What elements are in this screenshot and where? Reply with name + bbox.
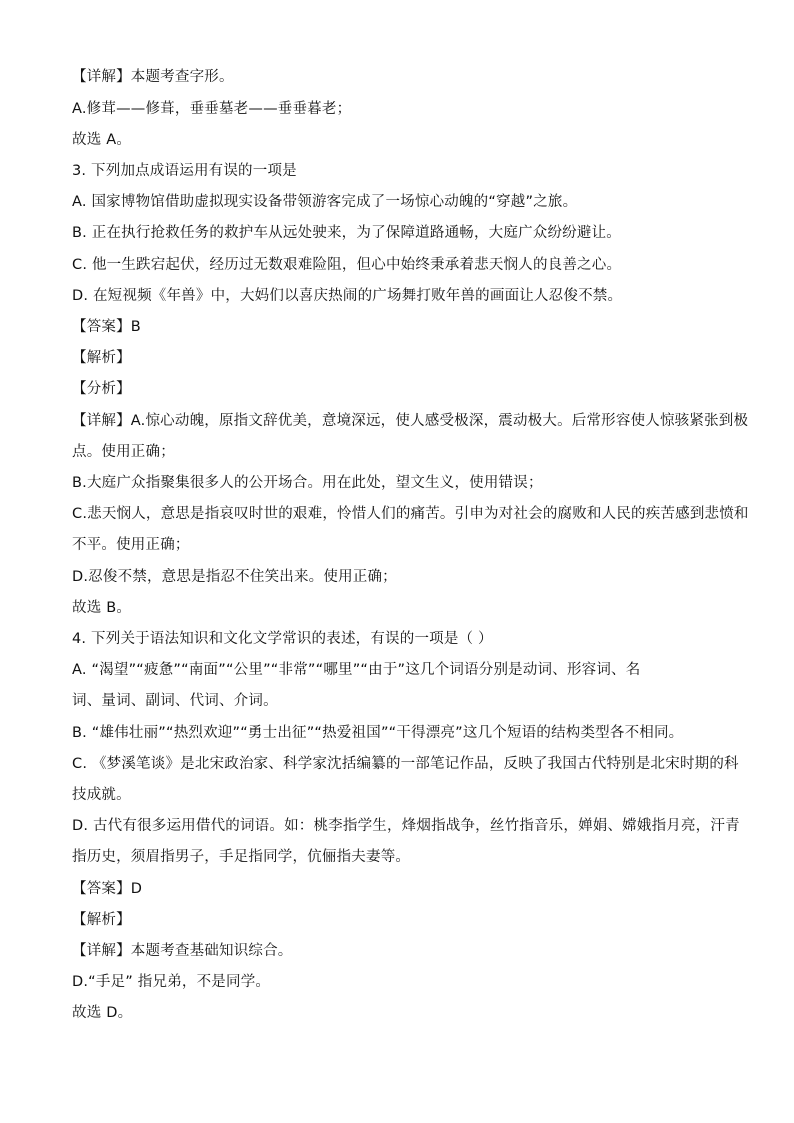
option-a: A. 国家博物馆借助虚拟现实设备带领游客完成了一场惊心动魄的“穿越”之旅。 (72, 194, 578, 210)
option-a: A. “渴望”“疲惫”“南面”“公里”“非常”“哪里”“由于”这几个词语分别是动词、形容词、名 (72, 662, 641, 678)
text-line: 【详解】A.惊心动魄，原指文辞优美，意境深远，使人感受极深，震动极大。后常形容使人惊骇紧张到极 (72, 413, 749, 429)
option-d: D. 在短视频《年兽》中，大妈们以喜庆热闹的广场舞打败年兽的画面让人忍俊不禁。 (72, 288, 623, 304)
option-c: C. 《梦溪笔谈》是北宋政治家、科学家沈括编纂的一部笔记作品，反映了我国古代特别是北宋时期的科 (72, 756, 739, 772)
option-b: B. “雄伟壮丽”“热烈欢迎”“勇士出征”“热爱祖国”“干得漂亮”这几个短语的结构类型各不相同。 (72, 725, 684, 741)
answer-label: 【答案】B (72, 319, 141, 335)
text-line: 故选 D。 (72, 1005, 133, 1021)
text-line: 技成就。 (72, 787, 131, 803)
text-line: C.悲天悯人，意思是指哀叹时世的艰难，怜惜人们的痛苦。引申为对社会的腐败和人民的疾苦感到悲愤和 (72, 506, 749, 522)
question-title: 3. 下列加点成语运用有误的一项是 (72, 163, 297, 179)
text-line: 【详解】本题考查基础知识综合。 (72, 943, 293, 959)
text-line: 故选 A。 (72, 132, 132, 148)
option-c: C. 他一生跌宕起伏，经历过无数艰难险阻，但心中始终秉承着悲天悯人的良善之心。 (72, 257, 622, 273)
analysis-label: 【解析】 (72, 912, 131, 928)
text-line: D.“手足” 指兄弟，不是同学。 (72, 974, 271, 990)
text-line: 故选 B。 (72, 600, 132, 616)
analysis-label: 【解析】 (72, 350, 131, 366)
text-line: 词、量词、副词、代词、介词。 (72, 693, 278, 709)
question-title: 4. 下列关于语法知识和文化文学常识的表述，有误的一项是（ ） (72, 631, 493, 647)
analysis-sub-label: 【分析】 (72, 381, 131, 397)
text-line: 不平。使用正确； (72, 537, 190, 553)
text-line: B.大庭广众指聚集很多人的公开场合。用在此处，望文生义，使用错误； (72, 475, 543, 491)
text-line: D.忍俊不禁，意思是指忍不住笑出来。使用正确； (72, 569, 397, 585)
text-line: 指历史，须眉指男子，手足指同学，伉俪指夫妻等。 (72, 849, 411, 865)
answer-label: 【答案】D (72, 881, 143, 897)
text-line: 【详解】本题考查字形。 (72, 69, 234, 85)
option-b: B. 正在执行抢救任务的救护车从远处驶来，为了保障道路通畅，大庭广众纷纷避让。 (72, 225, 621, 241)
text-line: A.修茸——修葺，垂垂墓老——垂垂暮老； (72, 101, 352, 117)
text-line: 点。使用正确； (72, 444, 175, 460)
option-d: D. 古代有很多运用借代的词语。如：桃李指学生，烽烟指战争，丝竹指音乐，婵娟、嫦娥指月亮，汗青 (72, 818, 740, 834)
